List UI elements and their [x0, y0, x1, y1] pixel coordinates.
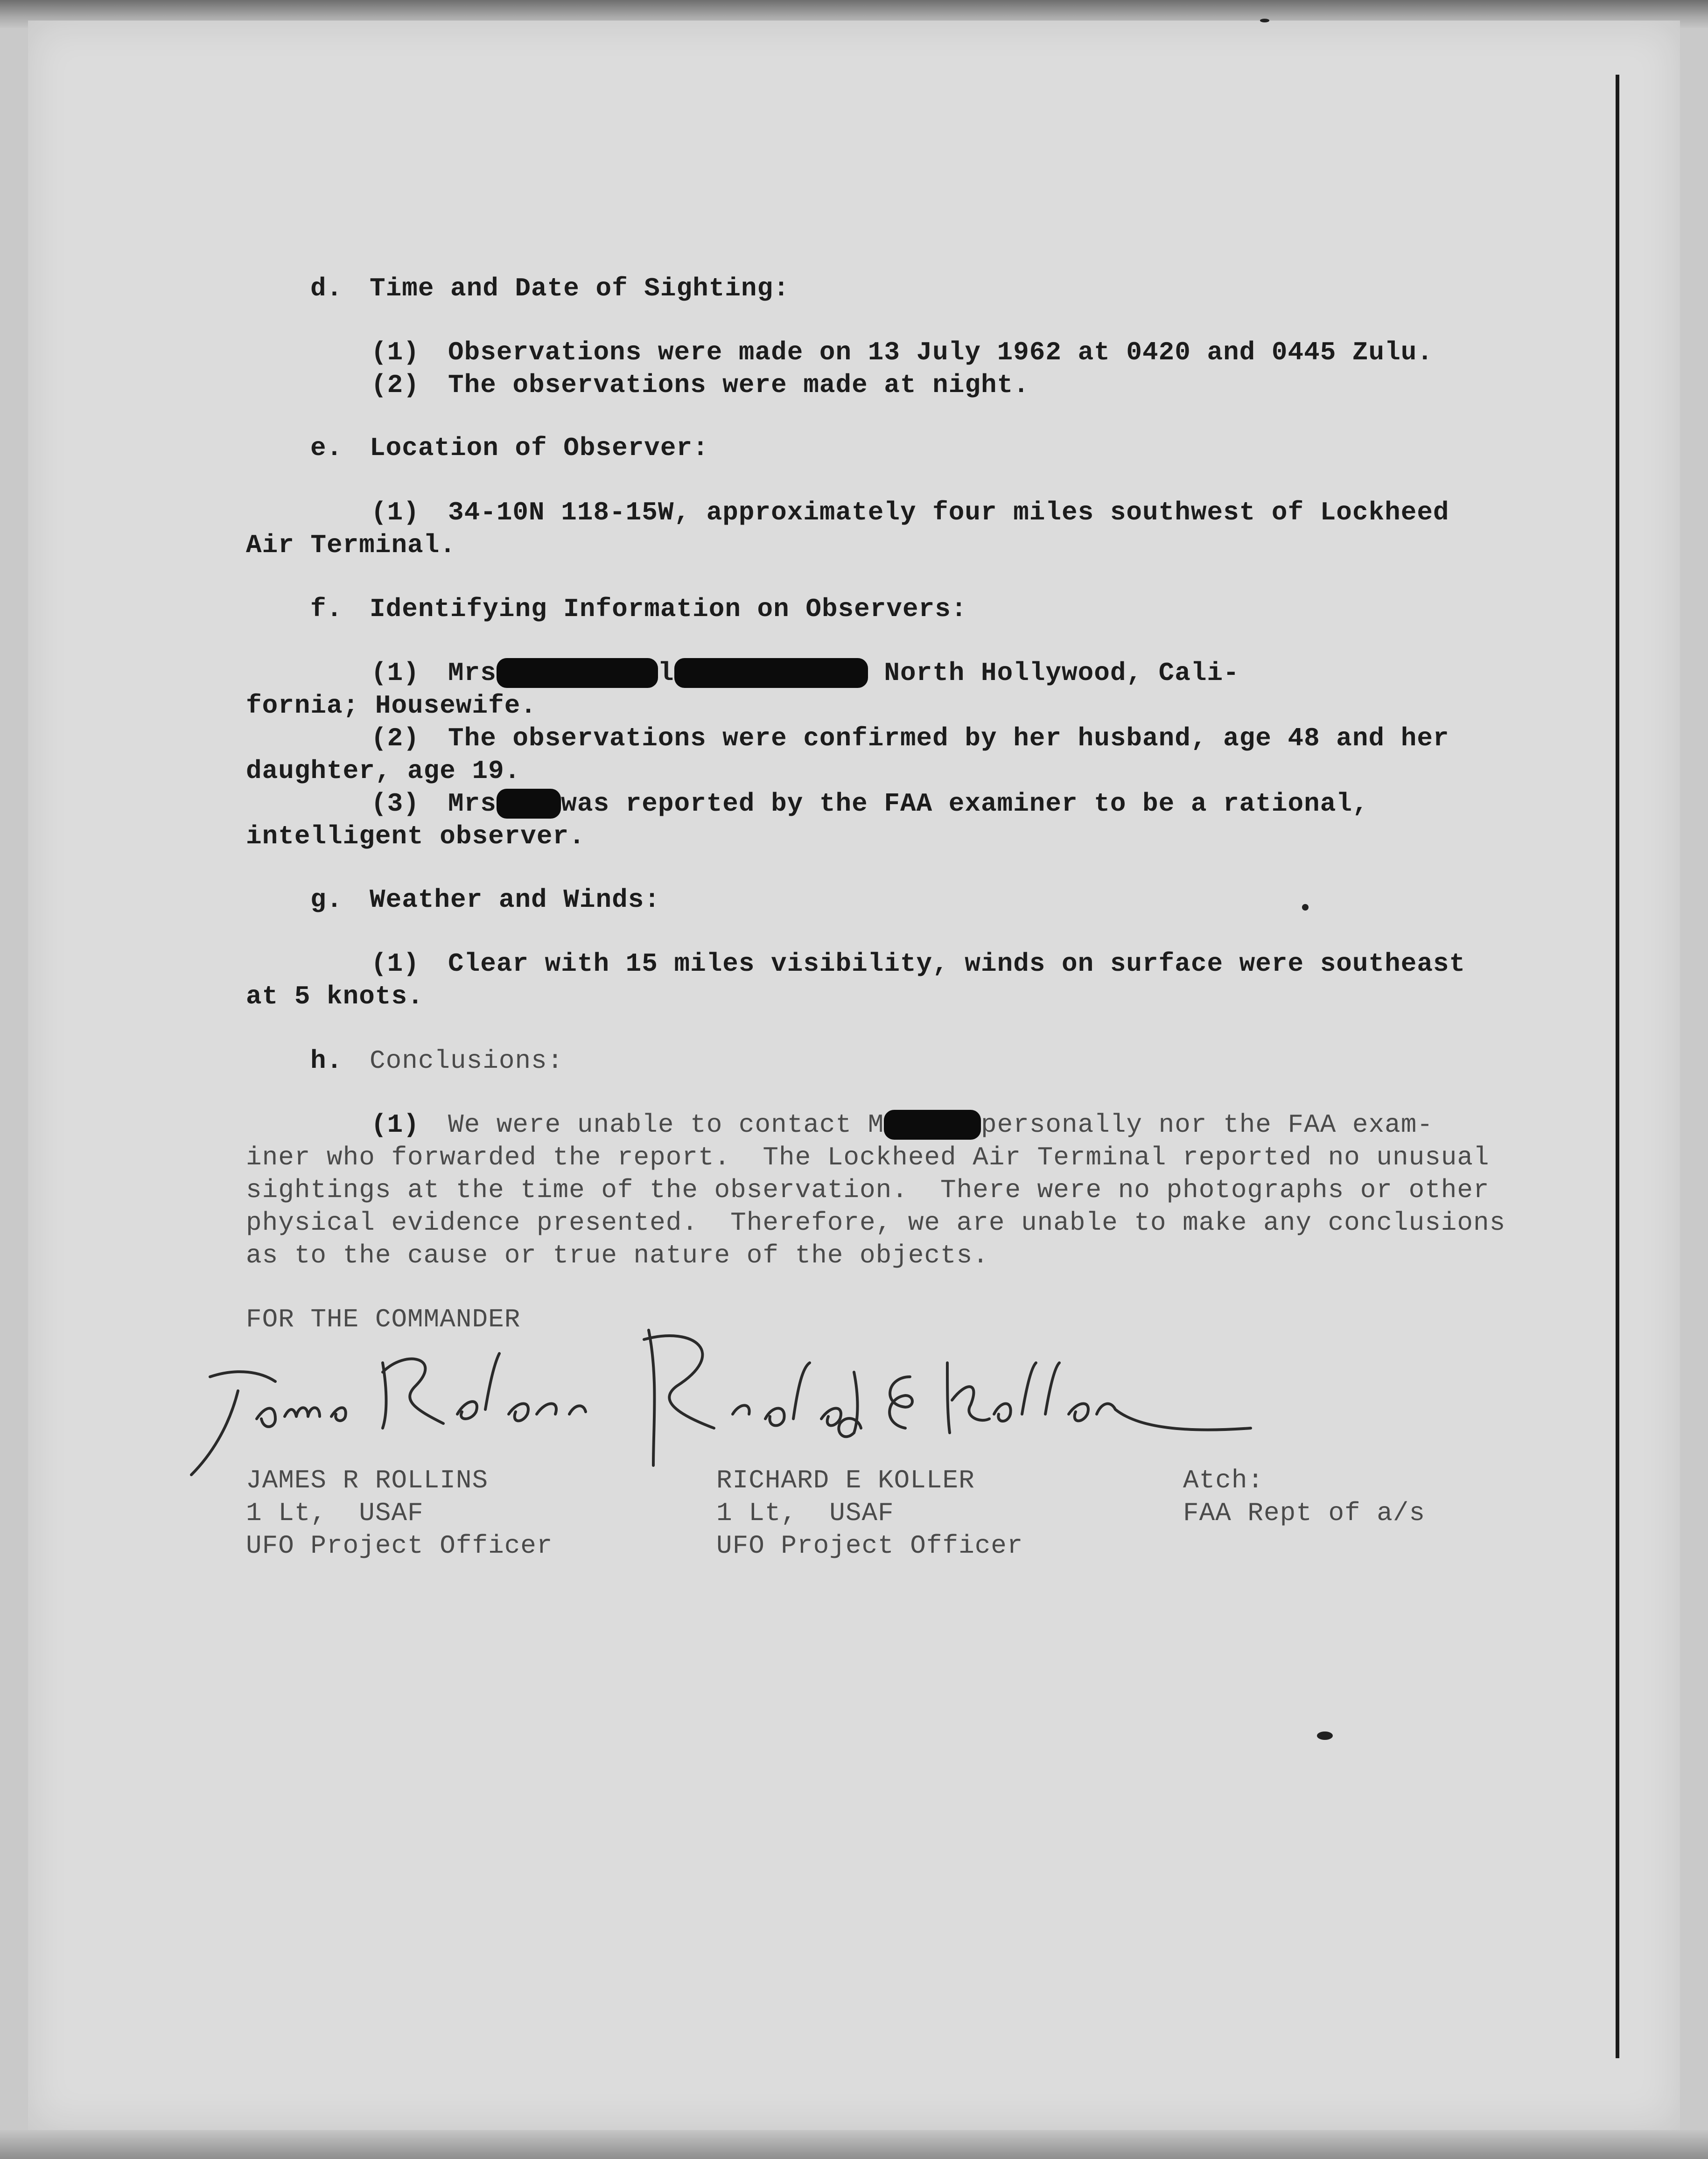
item-text-continuation: at 5 knots.: [246, 981, 424, 1011]
name-fragment: M: [868, 1110, 884, 1140]
scan-speck: [1302, 904, 1309, 911]
section-g-heading: Weather and Winds:: [370, 885, 660, 915]
item-text: The observations were confirmed by her husband, age 48 and her: [448, 723, 1449, 753]
section-g-label: g.: [310, 885, 343, 915]
signer-name: RICHARD E KOLLER: [716, 1465, 975, 1495]
item-text-continuation: iner who forwarded the report. The Lockheed Air Terminal reported no unusual: [246, 1143, 1490, 1172]
item-number: (3): [371, 789, 420, 819]
item-number: (1): [371, 658, 420, 688]
item-text-continuation: intelligent observer.: [246, 821, 585, 851]
redaction-block: [674, 658, 868, 688]
page-edge-line: [1616, 75, 1619, 2058]
section-e-heading: Location of Observer:: [370, 433, 709, 463]
section-f-heading: Identifying Information on Observers:: [370, 594, 967, 624]
scan-speck: [1317, 1731, 1333, 1740]
signer-name: JAMES R ROLLINS: [246, 1465, 489, 1495]
scan-border-bottom: [0, 2130, 1708, 2159]
item-text-rest: personally nor the FAA exam-: [981, 1110, 1433, 1140]
name-fragment: l: [658, 658, 674, 688]
section-h-label: h.: [310, 1046, 343, 1076]
item-number: (1): [371, 1110, 420, 1140]
item-text: Clear with 15 miles visibility, winds on surface were southeast: [448, 949, 1466, 979]
item-text-continuation: fornia; Housewife.: [246, 691, 537, 721]
item-text-rest: was reported by the FAA examiner to be a rational,: [561, 789, 1369, 819]
signer-rank: 1 Lt, USAF: [716, 1498, 894, 1528]
address-text: North Hollywood, Cali-: [884, 658, 1239, 688]
section-e-label: e.: [310, 433, 343, 463]
item-text-continuation: as to the cause or true nature of the objects.: [246, 1241, 989, 1270]
item-number: (2): [371, 370, 420, 400]
item-text-start: We were unable to contact: [448, 1110, 852, 1140]
item-text-continuation: physical evidence presented. Therefore, we are unable to make any conclusions: [246, 1208, 1506, 1238]
signer-title: UFO Project Officer: [716, 1531, 1023, 1561]
item-text: [448, 657, 1239, 689]
item-text-continuation: Air Terminal.: [246, 530, 456, 560]
item-text: The observations were made at night.: [448, 370, 1029, 400]
item-text-continuation: daughter, age 19.: [246, 756, 521, 786]
item-text: 34-10N 118-15W, approximately four miles southwest of Lockheed: [448, 498, 1449, 527]
item-number: (1): [371, 337, 420, 367]
item-text: Observations were made on 13 July 1962 at 0420 and 0445 Zulu.: [448, 337, 1433, 367]
signer-title: UFO Project Officer: [246, 1531, 553, 1561]
name-prefix: Mrs: [448, 658, 497, 688]
section-h-heading: Conclusions:: [370, 1046, 564, 1076]
section-d-heading: Time and Date of Sighting:: [370, 273, 790, 303]
section-d-label: d.: [310, 273, 343, 303]
attachment-label: Atch:: [1183, 1465, 1264, 1495]
closing-line: FOR THE COMMANDER: [246, 1304, 521, 1334]
redaction-block: [497, 658, 658, 688]
item-number: (1): [371, 498, 420, 527]
item-text: [448, 787, 1369, 820]
attachment-text: FAA Rept of a/s: [1183, 1498, 1426, 1528]
name-prefix: Mrs: [448, 789, 497, 819]
section-f-label: f.: [310, 594, 343, 624]
redaction-block: [884, 1110, 981, 1140]
item-text: [448, 1108, 1433, 1141]
item-number: (1): [371, 949, 420, 979]
scan-speck: [1260, 19, 1269, 22]
signer-rank: 1 Lt, USAF: [246, 1498, 424, 1528]
item-text-continuation: sightings at the time of the observation. There were no photographs or other: [246, 1175, 1490, 1205]
item-number: (2): [371, 723, 420, 753]
redaction-block: [497, 789, 561, 819]
